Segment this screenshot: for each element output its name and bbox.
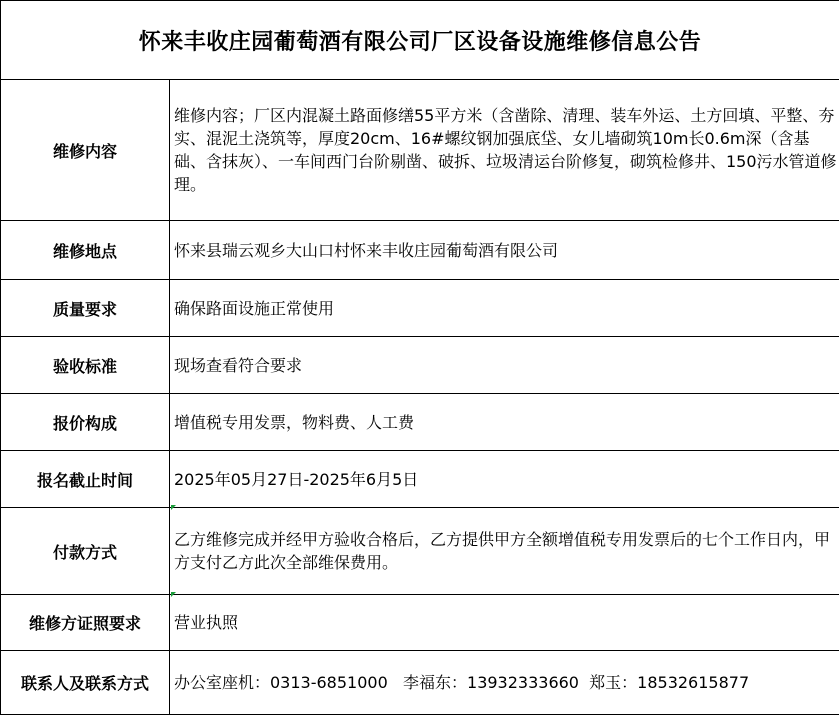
acceptance-standard-value: 现场查看符合要求 bbox=[170, 337, 839, 394]
repair-content-value bbox=[170, 80, 839, 221]
table-row-quote-composition bbox=[1, 394, 839, 451]
repair-location-value: 怀来县瑞云观乡大山口村怀来丰收庄园葡萄酒有限公司 bbox=[170, 221, 839, 280]
table-row-registration-deadline bbox=[1, 451, 839, 508]
quote-composition-value: 增值税专用发票，物料费、人工费 bbox=[170, 394, 839, 451]
table-row-payment-method bbox=[1, 508, 839, 595]
quality-requirement-value: 确保路面设施正常使用 bbox=[170, 280, 839, 337]
table-row-acceptance-standard bbox=[1, 337, 839, 394]
notice-title: 怀来丰收庄园葡萄酒有限公司厂区设备设施维修信息公告 bbox=[1, 1, 839, 80]
quote-composition-label: 报价构成 bbox=[1, 394, 170, 451]
table-row-repair-location bbox=[1, 221, 839, 280]
repair-content-label: 维修内容 bbox=[1, 80, 170, 221]
table-row-license-requirement bbox=[1, 595, 839, 651]
repair-location-label: 维修地点 bbox=[1, 221, 170, 280]
contact-value: 办公室座机：0313-6851000 李福东：13932333660 郑玉：18532615877 bbox=[170, 651, 839, 715]
payment-method-label: 付款方式 bbox=[1, 508, 170, 595]
payment-method-value bbox=[170, 508, 839, 595]
license-requirement-value: 营业执照 bbox=[170, 595, 839, 651]
table-row-repair-content bbox=[1, 80, 839, 221]
license-requirement-label: 维修方证照要求 bbox=[1, 595, 170, 651]
registration-deadline-value: 2025年05月27日-2025年6月5日 bbox=[170, 451, 839, 508]
registration-deadline-label: 报名截止时间 bbox=[1, 451, 170, 508]
contact-label: 联系人及联系方式 bbox=[1, 651, 170, 715]
cell-marker-payment bbox=[171, 505, 176, 510]
repair-content-text: 维修内容；厂区内混凝土路面修缮55平方米（含凿除、清理、装车外运、土方回填、平整、夯实、混泥土浇筑等，厚度20cm、16#螺纹钢加强底垈、女儿墙砌筑10m长0.6m深（含基础、含抹灰）、一车间西门台阶剔凿、破拆、垃圾清运台阶修复，砌筑检修井、150污水管道修理。 bbox=[174, 104, 837, 196]
table-row-quality-requirement bbox=[1, 280, 839, 337]
payment-method-text: 乙方维修完成并经甲方验收合格后，乙方提供甲方全额增值税专用发票后的七个工作日内，甲方支付乙方此次全部维保费用。 bbox=[174, 528, 837, 574]
acceptance-standard-label: 验收标准 bbox=[1, 337, 170, 394]
quality-requirement-label: 质量要求 bbox=[1, 280, 170, 337]
cell-marker-license bbox=[171, 592, 176, 597]
table-row-contact bbox=[1, 651, 839, 715]
